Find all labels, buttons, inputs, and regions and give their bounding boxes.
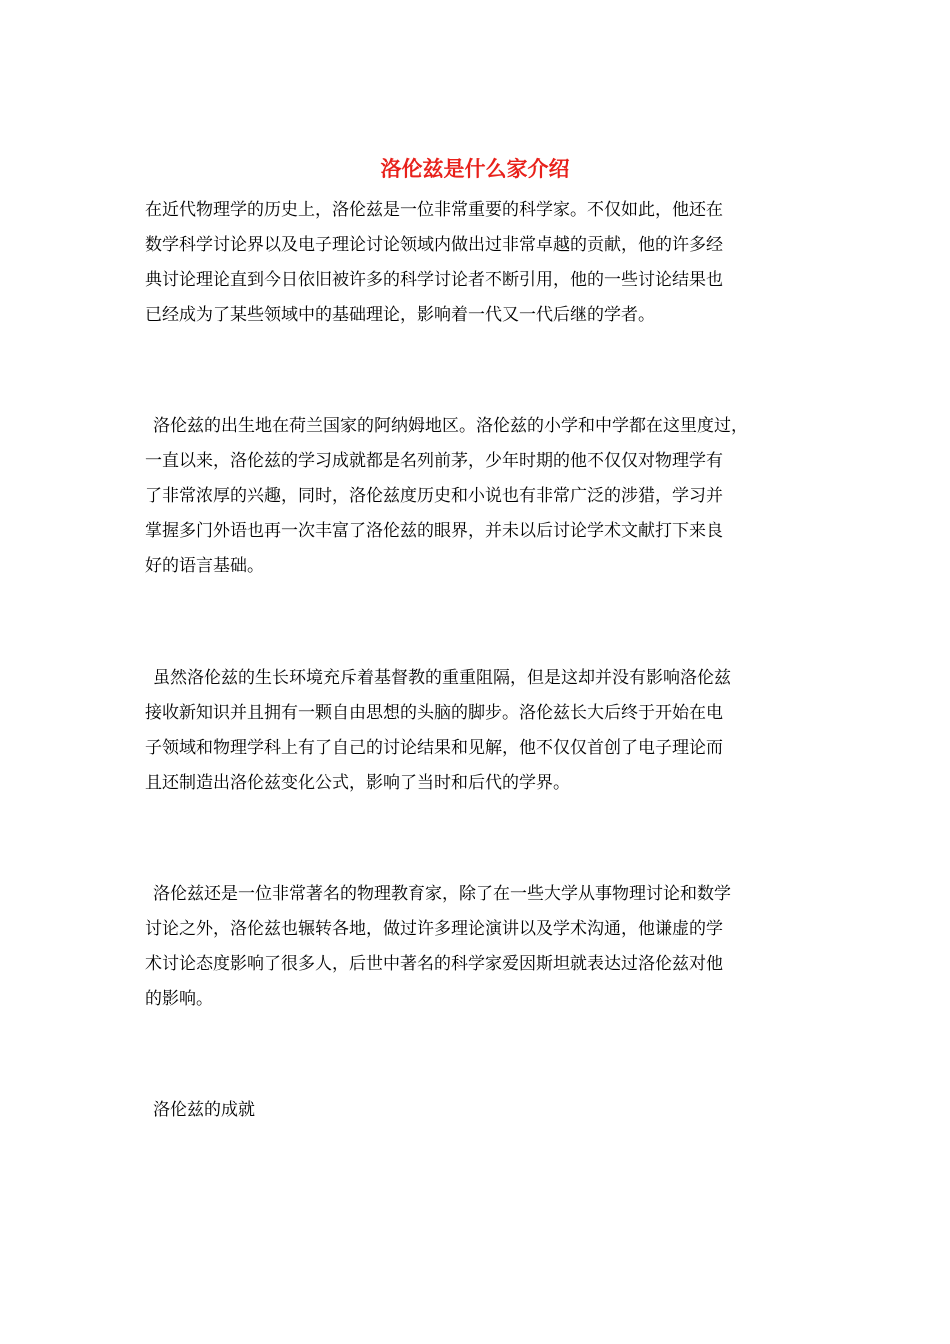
paragraph-educator — [145, 877, 825, 1017]
text-line: 在近代物理学的历史上，洛伦兹是一位非常重要的科学家。不仅如此，他还在 — [145, 200, 723, 220]
text-line: 洛伦兹的出生地在荷兰国家的阿纳姆地区。洛伦兹的小学和中学都在这里度过， — [153, 416, 748, 436]
text-line: 洛伦兹还是一位非常著名的物理教育家，除了在一些大学从事物理讨论和数学 — [153, 884, 731, 904]
text-line: 讨论之外，洛伦兹也辗转各地，做过许多理论演讲以及学术沟通，他谦虚的学 — [145, 919, 723, 939]
text-line: 好的语言基础。 — [145, 556, 264, 576]
paragraph-birthplace — [145, 409, 825, 584]
paragraph-environment — [145, 661, 825, 801]
text-line: 接收新知识并且拥有一颗自由思想的头脑的脚步。洛伦兹长大后终于开始在电 — [145, 703, 723, 723]
text-line: 已经成为了某些领域中的基础理论，影响着一代又一代后继的学者。 — [145, 305, 655, 325]
document-title: 洛伦兹是什么家介绍 — [380, 156, 570, 181]
text-line: 虽然洛伦兹的生长环境充斥着基督教的重重阻隔，但是这却并没有影响洛伦兹 — [153, 668, 731, 688]
paragraph-intro — [145, 193, 825, 333]
text-line: 数学科学讨论界以及电子理论讨论领域内做出过非常卓越的贡献，他的许多经 — [145, 235, 723, 255]
text-line: 一直以来，洛伦兹的学习成就都是名列前茅，少年时期的他不仅仅对物理学有 — [145, 451, 723, 471]
text-line: 且还制造出洛伦兹变化公式，影响了当时和后代的学界。 — [145, 773, 570, 793]
text-line: 掌握多门外语也再一次丰富了洛伦兹的眼界，并未以后讨论学术文献打下来良 — [145, 521, 723, 541]
text-line: 子领域和物理学科上有了自己的讨论结果和见解，他不仅仅首创了电子理论而 — [145, 738, 723, 758]
text-line: 的影响。 — [145, 989, 213, 1009]
text-line: 典讨论理论直到今日依旧被许多的科学讨论者不断引用，他的一些讨论结果也 — [145, 270, 723, 290]
text-line: 术讨论态度影响了很多人，后世中著名的科学家爱因斯坦就表达过洛伦兹对他 — [145, 954, 723, 974]
text-line: 洛伦兹的成就 — [153, 1100, 255, 1120]
section-heading-achievements — [145, 1093, 825, 1128]
text-line: 了非常浓厚的兴趣，同时，洛伦兹度历史和小说也有非常广泛的涉猎，学习并 — [145, 486, 723, 506]
